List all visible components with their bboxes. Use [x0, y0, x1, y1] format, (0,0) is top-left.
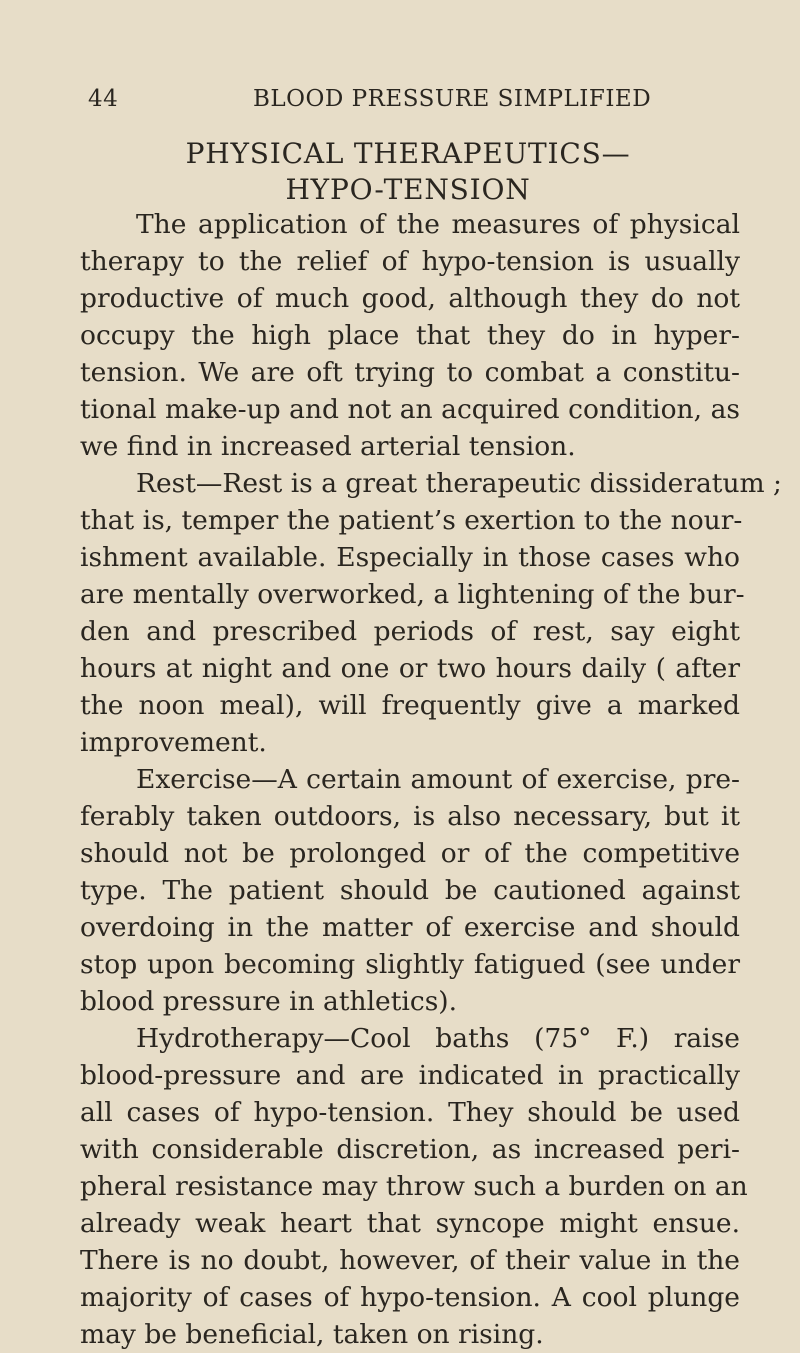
text-line: Hydrotherapy—Cool baths (75° F.) raise: [136, 1023, 740, 1054]
text-line: tional make-up and not an acquired condition, as: [80, 394, 740, 425]
text-line: ferably taken outdoors, is also necessary, but it: [80, 801, 740, 832]
book-title: BLOOD PRESSURE SIMPLIFIED: [253, 86, 652, 112]
text-line: the noon meal), will frequently give a marked: [80, 690, 740, 721]
text-line: Rest—Rest is a great therapeutic dissideratum ;: [136, 468, 782, 499]
paragraph-exercise: [80, 761, 740, 1020]
text-line: should not be prolonged or of the competitive: [80, 838, 740, 869]
chapter-heading: [88, 136, 728, 208]
text-line: tension. We are oft trying to combat a constitu-: [80, 357, 740, 388]
text-line: improvement.: [80, 727, 267, 758]
page-number: 44: [88, 86, 119, 112]
text-line: Exercise—A certain amount of exercise, pre-: [136, 764, 740, 795]
text-line: den and prescribed periods of rest, say eight: [80, 616, 740, 647]
text-line: all cases of hypo-tension. They should be used: [80, 1097, 740, 1128]
text-line: occupy the high place that they do in hyper-: [80, 320, 740, 351]
text-line: stop upon becoming slightly fatigued (see under: [80, 949, 740, 980]
text-line: overdoing in the matter of exercise and should: [80, 912, 740, 943]
text-line: blood pressure in athletics).: [80, 986, 458, 1017]
text-line: hours at night and one or two hours daily ( after: [80, 653, 740, 684]
text-line: pheral resistance may throw such a burden on an: [80, 1171, 748, 1202]
chapter-heading-line-2: HYPO-TENSION: [285, 173, 531, 206]
text-line: The application of the measures of physical: [136, 209, 740, 240]
paragraph-intro: [80, 206, 740, 465]
text-line: majority of cases of hypo-tension. A cool plunge: [80, 1282, 740, 1313]
text-line: There is no doubt, however, of their value in the: [80, 1245, 740, 1276]
running-head: [88, 86, 728, 120]
paragraph-hydrotherapy: [80, 1020, 748, 1353]
text-line: ishment available. Especially in those cases who: [80, 542, 740, 573]
text-line: productive of much good, although they do not: [80, 283, 740, 314]
text-line: with considerable discretion, as increased peri-: [80, 1134, 740, 1165]
text-line: type. The patient should be cautioned against: [80, 875, 740, 906]
paragraph-rest: [80, 465, 782, 761]
body-text: [80, 206, 782, 1353]
text-line: that is, temper the patient’s exertion to the nour-: [80, 505, 743, 536]
text-line: are mentally overworked, a lightening of the bur-: [80, 579, 745, 610]
text-line: we find in increased arterial tension.: [80, 431, 576, 462]
chapter-heading-line-1: PHYSICAL THERAPEUTICS—: [185, 137, 631, 170]
text-line: already weak heart that syncope might ensue.: [80, 1208, 740, 1239]
text-line: therapy to the relief of hypo-tension is usually: [80, 246, 740, 277]
text-line: blood-pressure and are indicated in practically: [80, 1060, 740, 1091]
text-line: may be beneficial, taken on rising.: [80, 1319, 544, 1350]
